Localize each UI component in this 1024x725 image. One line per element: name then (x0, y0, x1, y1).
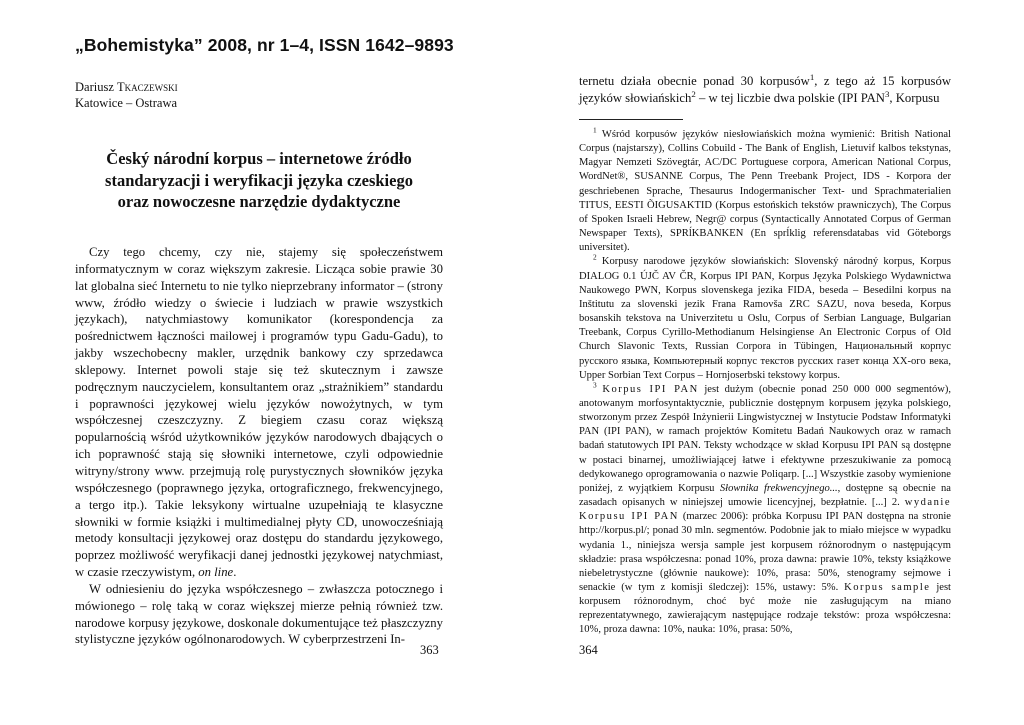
article-body (75, 244, 443, 648)
footnote-text: Korpusy narodowe języków słowiańskich: Slovenský národný korpus, Korpus DIALOG 0.1 ÚJČ AV ČR, Korpus IPI PAN, Korpus Języka Polskiego Wydawnictwa Naukowego PWN, Korpus slovenskega jezika FIDA, beseda – Besedilni korpus na Inštitutu za slovenski jezik Frana Ramovša ZRC SAZU, nova beseda, Korpus bosanskih tekstova na Univerzitetu u Oslu, Corpus of Serbian Language, Bulgarian Treebank, Corpus Cyrillo-Methodianum Helsingiense An Electronic Corpus of Old Church Slavonic Texts, Russian Corpora in Tübingen, Национальный корпус русского языка, Компьютерный корпус текстов русских газет конца XX-ого века, Upper Sorbian Text Corpus – Hornjoserbski tekstowy korpus. (579, 256, 951, 381)
italic-term: on line (198, 565, 234, 580)
author-affiliation: Katowice – Ostrawa (75, 96, 178, 110)
footnote-ref-2: 2 (691, 88, 696, 99)
paragraph-text: , Korpusu (889, 90, 940, 105)
right-page (512, 0, 1024, 725)
journal-header: „Bohemistyka” 2008, nr 1–4, ISSN 1642–9893 (75, 35, 454, 55)
footnote-ref-3: 3 (884, 88, 890, 99)
footnote-ref-1: 1 (809, 71, 815, 82)
paragraph-text: . (233, 565, 237, 580)
footnote-text: , dostępne są obecnie na zasadach opisanych w niniejszej umowie licencyjnej, bezpłatnie. [...] 2. (579, 482, 951, 509)
spaced-term: Korpus IPI PAN (602, 383, 699, 395)
title-line: standaryzacji i weryfikacji języka czeskiego (105, 170, 413, 190)
continued-paragraph (579, 73, 951, 107)
footnote-3 (579, 380, 951, 638)
author-last-name: Tkaczewski (117, 80, 178, 94)
footnote-text: (marzec 2006): próbka Korpusu IPI PAN dostępna na stronie http://korpus.pl/; ponad 30 mln. segmentów. Podobnie jak to miało miejsce w wypadku wydania 1., niniejsza wersja sample jest korpusem różnorodnym o następującym składzie: prasa współczesna: ponad 10%, proza dawna: prawie 10%, teksty książkowe niebeletrystyczne (głównie naukowe): 10%, prasa: 50%, stenogramy sejmowe i senackie (w tym z komisji śledczej): 15%, ustawy: 5%. (579, 511, 951, 593)
title-line: Český národní korpus – internetowe źródło (106, 149, 412, 168)
italic-term: Słownika frekwencyjnego... (719, 482, 838, 494)
author-first-name: Dariusz (75, 80, 117, 94)
page-number: 363 (420, 643, 439, 657)
footnote-text: jest korpusem różnorodnym, choć być może nie zasługującym na miano reprezentatywnego, zawierającym następujące rodzaje tekstów: proza współczesna: 10%, proza dawna: 10%, nauka: 10%, prasa: 50%, (579, 582, 951, 636)
footnote-text: Wśród korpusów języków niesłowiańskich można wymienić: British National Corpus (najstarszy), Collins Cobuild - The Bank of English, Lietuvif kalbos tekstynas, Magyar Nemzeti Szövegtár, AC/DC Portuguese corpora, American National Corpus, WordNet®, SUSANNE Corpus, The Penn Treebank Project, IDS - Korpora der geschriebenen Sprache, Thesaurus Indogermanischer Text- und Sprachmaterialien TITUS, EESTI ÕIGUSAKTID (Korpus estońskich tekstów prawniczych), The Corpus of Spoken Israeli Hebrew, Negr@ corpus (Syntactically Annotated Corpus of German Newspaper Texts), SPRĺKBANKEN (En sprĺklig referensdatabas vid Göteborgs universitet). (579, 129, 951, 254)
footnote-text: jest dużym (obecnie ponad 250 000 000 segmentów), anotowanym morfosyntaktycznie, publicznie dostępnym korpusem języka polskiego, stworzonym przez Zespół Inżynierii Lingwistycznej w Instytucie Podstaw Informatyki PAN (IPI PAN), w ramach projektów Komitetu Badań Naukowych oraz w ramach badań statutowych IPI PAN. Teksty wchodzące w skład Korpusu IPI PAN są dostępne w postaci binarnej, umożliwiającej łatwe i efektywne przeszukiwanie za pomocą dedykowanego oprogramowania o nazwie Poliqarp. [...] Wszystkie zasoby wymienione poniżej, z wyjątkiem Korpusu (579, 383, 951, 494)
article-title (75, 148, 443, 213)
paragraph-text: , z tego aż 15 korpusów języków słowiańskich (579, 74, 951, 105)
footnote-2 (579, 252, 951, 382)
spaced-term: Korpus sample (844, 582, 931, 593)
page-number: 364 (579, 643, 598, 657)
spaced-term: wydanie Korpusu IPI PAN (579, 497, 951, 523)
footnote-number: 2 (593, 252, 597, 262)
paragraph-text: Czy tego chcemy, czy nie, stajemy się społeczeństwem informatycznym w coraz większym zakresie. Licząca sobie prawie 30 lat globalna sieć Internetu to nie tylko nieprzebrany informator – (strony www, źródło wiedzy o świecie i ludziach w prawie wszystkich językach), natychmiastowy komunikator (korespondencja za pośrednictwem łączności mailowej i programów typu Gadu-Gadu), to jakby wszechobecny makler, urzędnik bankowy czy sprzedawca sklepowy. Internet powoli staje się też skutecznym i zawsze podręcznym nauczycielem, konsultantem oraz „strażnikiem” standardu i poprawności językowej wielu języków nowożytnych, w tym współczesnej czeszczyzny. Z biegiem czasu coraz większą popularnością wśród użytkowników języków narodowych dbających o ich poprawność stają się słowniki internetowe, czyli odpowiednie witryny/strony www. przejmują rolę purystycznych słowników języka współczesnego (poprawnego języka, ortograficznego, frekwencyjnego, a tergo itp.). Takie leksykony wirtualne uzupełniają te klasyczne słowniki w formie książki i multimedialnej płyty CD, unowocześniają metody konsultacji językowej oraz dostępu do standardu językowego, poprzez możliwość weryfikacji danej jednostki językowej natychmiast, w czasie rzeczywistym, (75, 245, 443, 580)
body-paragraph-1 (75, 244, 443, 581)
paragraph-text: ternetu działa obecnie ponad 30 korpusów (579, 74, 810, 88)
footnotes (579, 125, 951, 638)
body-paragraph-2: W odniesieniu do języka współczesnego – zwłaszcza potocznego i mówionego – rolę taką w coraz większej mierze pełnią również tzw. narodowe korpusy językowe, doskonale dokumentujące też płaszczyzny stylistyczne języków ogólnonarodowych. W cyberprzestrzeni In- (75, 581, 443, 647)
footnote-number: 3 (593, 380, 597, 390)
footnote-number: 1 (593, 125, 597, 135)
footnote-divider (579, 119, 683, 120)
paragraph-text: – w tej liczbie dwa polskie (IPI PAN (695, 90, 885, 105)
footnote-1 (579, 125, 951, 255)
title-line: oraz nowoczesne narzędzie dydaktyczne (117, 192, 401, 211)
